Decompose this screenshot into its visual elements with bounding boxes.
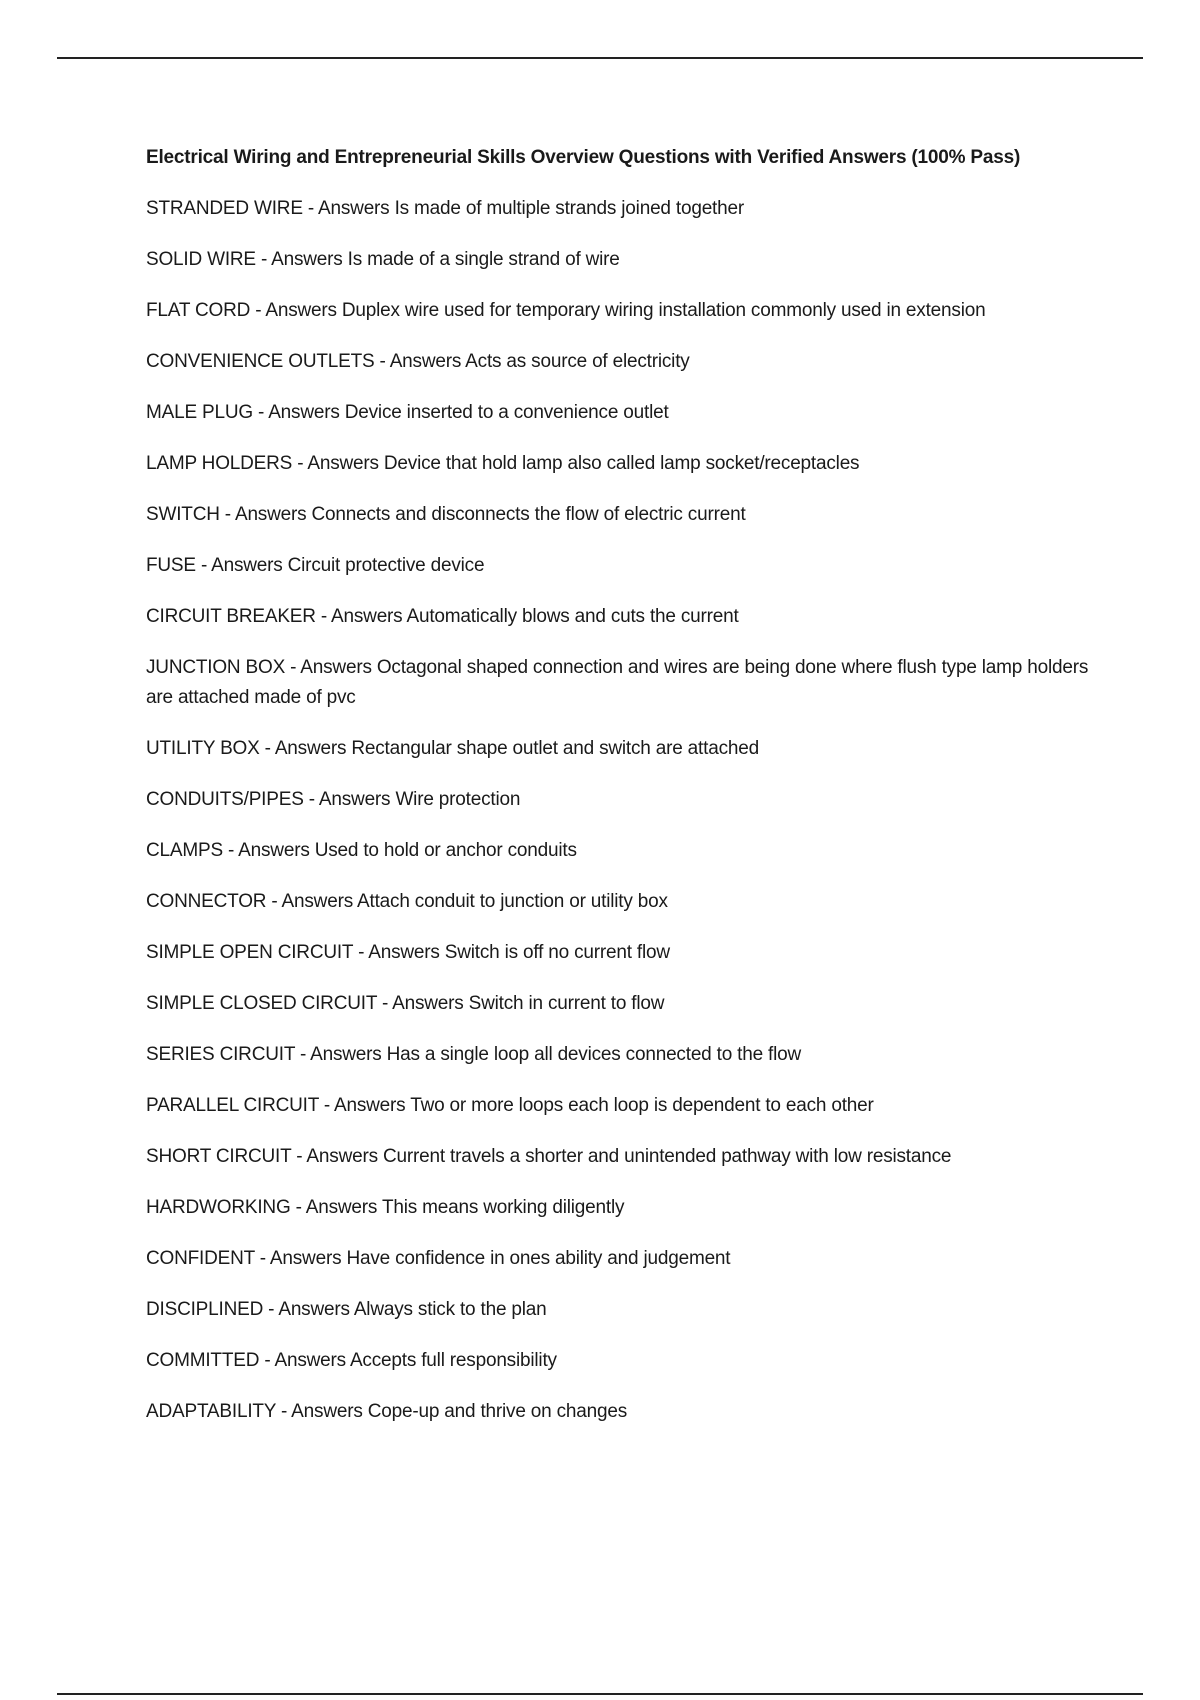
document-body <box>146 145 1096 1448</box>
qa-item: CONDUITS/PIPES - Answers Wire protection <box>146 789 521 810</box>
qa-item: LAMP HOLDERS - Answers Device that hold lamp also called lamp socket/receptacles <box>146 453 860 474</box>
qa-item: PARALLEL CIRCUIT - Answers Two or more loops each loop is dependent to each other <box>146 1095 874 1116</box>
qa-item: CONFIDENT - Answers Have confidence in ones ability and judgement <box>146 1248 731 1269</box>
qa-item: SWITCH - Answers Connects and disconnects the flow of electric current <box>146 504 746 525</box>
qa-item: MALE PLUG - Answers Device inserted to a convenience outlet <box>146 402 669 423</box>
qa-item: CONNECTOR - Answers Attach conduit to junction or utility box <box>146 891 668 912</box>
qa-item: SIMPLE CLOSED CIRCUIT - Answers Switch in current to flow <box>146 993 665 1014</box>
qa-item: JUNCTION BOX - Answers Octagonal shaped connection and wires are being done where flush type lamp holders are attached made of pvc <box>146 657 1089 708</box>
qa-item: STRANDED WIRE - Answers Is made of multiple strands joined together <box>146 198 744 219</box>
qa-item: UTILITY BOX - Answers Rectangular shape outlet and switch are attached <box>146 738 759 759</box>
qa-item: SERIES CIRCUIT - Answers Has a single loop all devices connected to the flow <box>146 1044 802 1065</box>
qa-item: DISCIPLINED - Answers Always stick to the plan <box>146 1299 547 1320</box>
qa-item: SIMPLE OPEN CIRCUIT - Answers Switch is off no current flow <box>146 942 670 963</box>
qa-item: COMMITTED - Answers Accepts full responsibility <box>146 1350 557 1371</box>
qa-item: CIRCUIT BREAKER - Answers Automatically blows and cuts the current <box>146 606 739 627</box>
qa-item: HARDWORKING - Answers This means working diligently <box>146 1197 625 1218</box>
qa-item: FUSE - Answers Circuit protective device <box>146 555 485 576</box>
qa-item: SOLID WIRE - Answers Is made of a single strand of wire <box>146 249 620 270</box>
header-rule <box>57 57 1143 59</box>
qa-item: SHORT CIRCUIT - Answers Current travels a shorter and unintended pathway with low resistance <box>146 1146 952 1167</box>
qa-item: FLAT CORD - Answers Duplex wire used for temporary wiring installation commonly used in extension <box>146 300 986 321</box>
qa-list <box>146 194 1096 1427</box>
document-title: Electrical Wiring and Entrepreneurial Skills Overview Questions with Verified Answers (100% Pass) <box>146 147 1021 168</box>
footer-rule <box>57 1693 1143 1695</box>
qa-item: CLAMPS - Answers Used to hold or anchor conduits <box>146 840 577 861</box>
qa-item: ADAPTABILITY - Answers Cope-up and thrive on changes <box>146 1401 628 1422</box>
qa-item: CONVENIENCE OUTLETS - Answers Acts as source of electricity <box>146 351 690 372</box>
